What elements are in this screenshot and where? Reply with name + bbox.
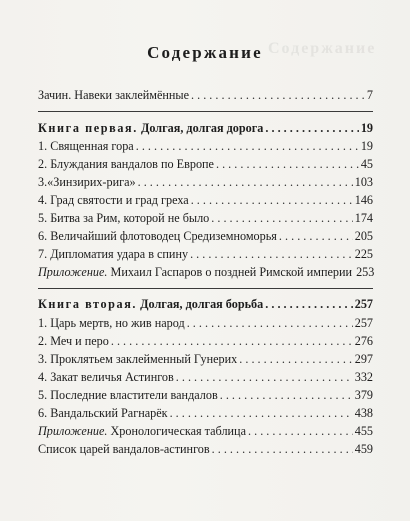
appendix-prefix: Приложение. (38, 265, 108, 279)
toc-entry-label: 2. Блуждания вандалов по Европе (38, 157, 214, 171)
leader-dots (239, 350, 352, 368)
toc-entry-page: 19 (360, 121, 373, 135)
section-divider (38, 288, 373, 289)
toc-entry-label: 2. Меч и перо (38, 334, 109, 348)
toc-entry-label: 4. Закат величья Астингов (38, 370, 174, 384)
toc-entry-page: 459 (354, 442, 373, 456)
toc-book-one-heading (38, 119, 373, 137)
toc-appendix-entry (38, 263, 373, 281)
toc-entry-label: 7. Дипломатия удара в спину (38, 247, 189, 261)
leader-dots (176, 368, 353, 386)
toc-entry (38, 209, 373, 227)
toc-entry (38, 350, 373, 368)
appendix-title: Михаил Гаспаров о поздней Римской империи (110, 265, 353, 279)
toc-entry-page: 257 (354, 316, 373, 330)
toc-entry (38, 440, 373, 458)
toc-entry (38, 245, 373, 263)
toc-entry-label: 5. Битва за Рим, которой не было (38, 211, 210, 225)
toc-entry (38, 386, 373, 404)
leader-dots (265, 295, 352, 313)
book-prefix: Книга вторая. (38, 297, 138, 311)
toc-entry-intro (38, 86, 373, 104)
leader-dots (191, 86, 365, 104)
toc-entry-page: 332 (354, 370, 373, 384)
leader-dots (211, 209, 352, 227)
book-prefix: Книга первая. (38, 121, 138, 135)
leader-dots (279, 227, 353, 245)
toc-entry-page: 253 (356, 265, 375, 279)
book-title: Долгая, долгая борьба (140, 297, 264, 311)
page-title: Содержание (147, 43, 263, 62)
leader-dots (138, 173, 353, 191)
toc-entry-page: 225 (354, 247, 373, 261)
toc-entry-page: 438 (354, 406, 373, 420)
toc-entry (38, 227, 373, 245)
toc-entry-label: 1. Священная гора (38, 139, 134, 153)
appendix-title: Хронологическая таблица (110, 424, 246, 438)
toc-entry (38, 368, 373, 386)
bleed-through-text: Содержание (268, 40, 377, 57)
leader-dots (136, 137, 359, 155)
toc-entry-label: 4. Град святости и град греха (38, 193, 189, 207)
toc-entry-page: 257 (354, 297, 373, 311)
toc-entry-page: 379 (354, 388, 373, 402)
toc-appendix-entry (38, 422, 373, 440)
toc-entry-label: 3. Проклятьем заклейменный Гунерих (38, 352, 238, 366)
toc-entry-label: 1. Царь мертв, но жив народ (38, 316, 185, 330)
leader-dots (220, 386, 353, 404)
toc-entry-label (38, 119, 263, 137)
toc-entry-page: 19 (360, 139, 373, 153)
leader-dots (216, 155, 359, 173)
toc-entry-page: 7 (366, 88, 373, 102)
toc-entry-page: 276 (354, 334, 373, 348)
leader-dots (212, 440, 353, 458)
book-title: Долгая, долгая дорога (140, 121, 264, 135)
toc-entry-label (38, 263, 352, 281)
toc-entry-page: 45 (360, 157, 373, 171)
toc-entry (38, 332, 373, 350)
toc-entry-label (38, 422, 246, 440)
leader-dots (190, 245, 353, 263)
toc-entry-page: 205 (354, 229, 373, 243)
leader-dots (170, 404, 353, 422)
toc-book-two-heading (38, 295, 373, 313)
toc-entry-page: 146 (354, 193, 373, 207)
toc-entry (38, 191, 373, 209)
toc-entry-label: 6. Величайший флотоводец Средиземноморья (38, 229, 277, 243)
toc-entry (38, 137, 373, 155)
leader-dots (111, 332, 353, 350)
toc-entry-label: 6. Вандальский Рагнарёк (38, 406, 168, 420)
leader-dots (248, 422, 353, 440)
toc-entry (38, 155, 373, 173)
appendix-prefix: Приложение. (38, 424, 108, 438)
toc-entry-label: 5. Последние властители вандалов (38, 388, 218, 402)
toc-entry-page: 297 (354, 352, 373, 366)
leader-dots (187, 314, 353, 332)
toc-entry-page: 103 (354, 175, 373, 189)
section-divider (38, 111, 373, 112)
toc-entry (38, 173, 373, 191)
toc-entry (38, 314, 373, 332)
leader-dots (191, 191, 353, 209)
toc-entry-label: Список царей вандалов-астингов (38, 442, 210, 456)
toc-entry-label: Зачин. Навеки заклеймённые (38, 88, 190, 102)
toc-entry-label (38, 295, 263, 313)
toc-entry (38, 404, 373, 422)
toc-entry-label: 3.«Зинзирих-рига» (38, 175, 136, 189)
toc-entry-page: 455 (354, 424, 373, 438)
leader-dots (265, 119, 358, 137)
toc-entry-page: 174 (354, 211, 373, 225)
